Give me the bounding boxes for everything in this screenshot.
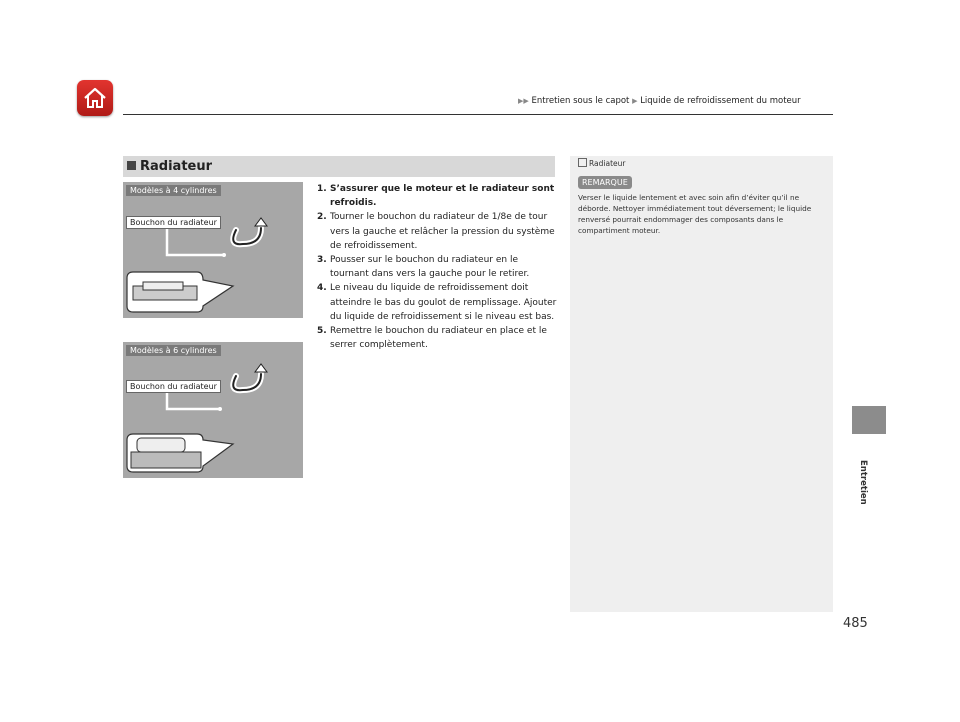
- breadcrumb-item[interactable]: Entretien sous le capot: [531, 96, 630, 106]
- step-text: Tourner le bouchon du radiateur de 1/8e de tour vers la gauche et relâcher la pression du système de refroidissement.: [330, 212, 555, 251]
- breadcrumb-arrow-icon: ▶▶: [518, 97, 529, 105]
- step-text: Remettre le bouchon du radiateur en place et le serrer complètement.: [330, 326, 547, 351]
- step-item: [317, 324, 557, 352]
- step-number: 2.: [317, 212, 327, 223]
- step-item: [317, 182, 557, 210]
- page-number: 485: [843, 616, 868, 631]
- figure-label: Modèles à 4 cylindres: [126, 185, 221, 196]
- radiator-cap-illustration: [123, 342, 303, 478]
- figure-6-cylinder: [123, 342, 303, 478]
- radiator-cap-illustration: [123, 182, 303, 318]
- reference-icon: [578, 158, 587, 167]
- figure-4-cylinder: [123, 182, 303, 318]
- section-header: [123, 156, 555, 177]
- step-item: [317, 210, 557, 253]
- step-number: 1.: [317, 184, 327, 194]
- figure-label: Modèles à 6 cylindres: [126, 345, 221, 356]
- header-rule: [123, 114, 833, 115]
- chapter-tab[interactable]: [852, 406, 886, 434]
- procedure-steps: [317, 182, 557, 352]
- note-panel: [570, 156, 833, 612]
- step-text: S’assurer que le moteur et le radiateur sont refroidis.: [330, 184, 555, 209]
- section-marker-icon: [127, 161, 136, 170]
- breadcrumb-arrow-icon: ▶: [632, 97, 638, 105]
- note-text: Verser le liquide lentement et avec soin afin d’éviter qu’il ne déborde. Nettoyer immédiatement tout déversement; le liquide renversé pourrait endommager des composants dans le compartiment moteur.: [578, 193, 812, 235]
- step-item: [317, 281, 557, 324]
- home-button[interactable]: [77, 80, 113, 116]
- breadcrumb: [518, 96, 801, 106]
- step-number: 3.: [317, 255, 327, 266]
- breadcrumb-item[interactable]: Liquide de refroidissement du moteur: [640, 96, 801, 106]
- note-heading-text: Radiateur: [589, 159, 626, 168]
- remarque-badge: REMARQUE: [578, 176, 632, 189]
- step-text: Pousser sur le bouchon du radiateur en le tournant dans vers la gauche pour le retirer.: [330, 255, 530, 280]
- callout-radiator-cap: Bouchon du radiateur: [126, 216, 221, 229]
- step-item: [317, 253, 557, 281]
- callout-radiator-cap: Bouchon du radiateur: [126, 380, 221, 393]
- home-icon: [81, 84, 109, 112]
- step-number: 5.: [317, 326, 327, 337]
- step-text: Le niveau du liquide de refroidissement doit atteindre le bas du goulot de remplissage. Ajouter du liquide de refroidissement si le niveau est bas.: [330, 283, 557, 322]
- chapter-label: Entretien: [858, 460, 868, 505]
- note-heading: [578, 158, 625, 168]
- step-number: 4.: [317, 283, 327, 294]
- section-title: Radiateur: [140, 159, 213, 174]
